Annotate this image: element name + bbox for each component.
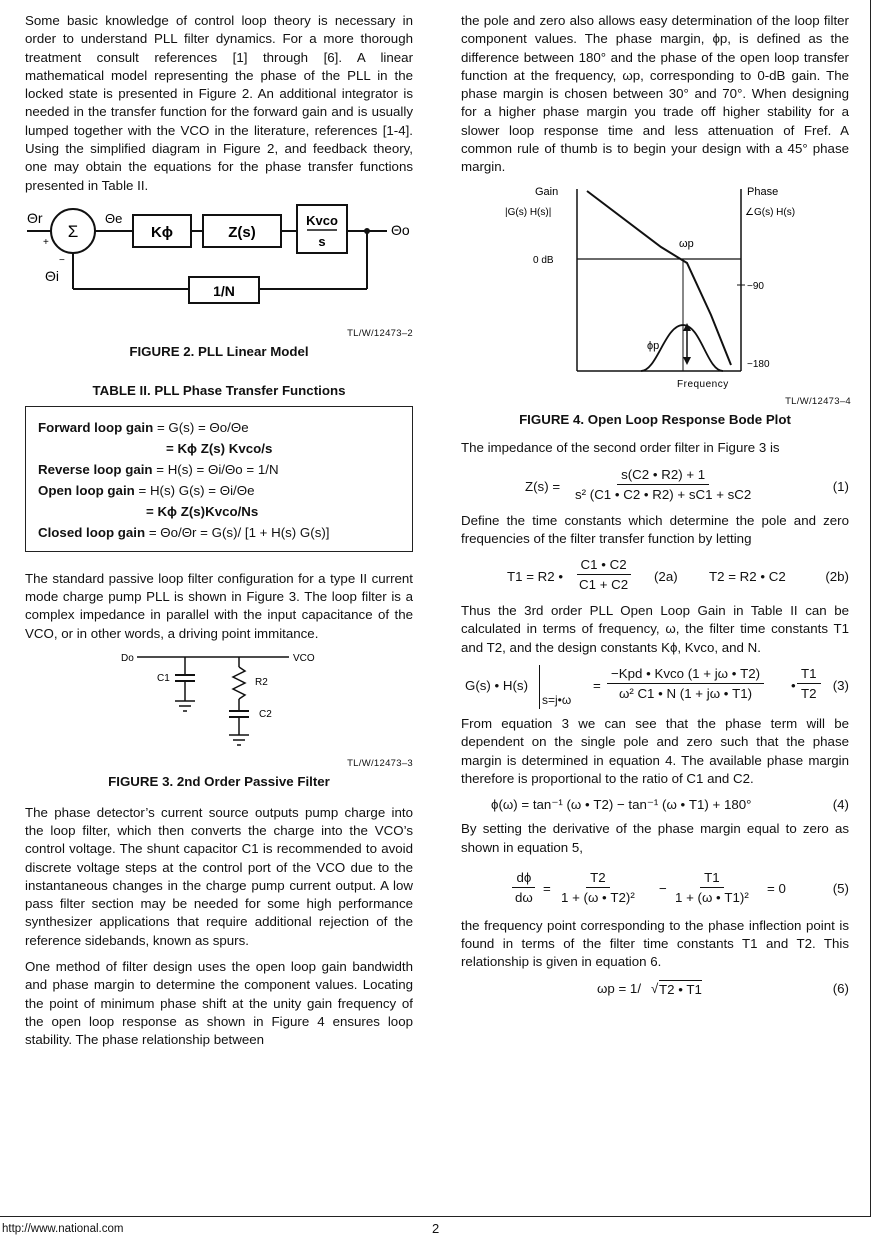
transfer-functions-table — [25, 406, 413, 552]
theta-o-label: Θo — [391, 221, 410, 238]
table-row: = Kϕ Z(s) Kvco/s — [166, 440, 273, 456]
inflection-paragraph: the frequency point corresponding to the phase inflection point is found in terms of the filter time constants T1 and T2. This relationship is given in equation 6. — [461, 917, 849, 970]
equation-3: G(s) • H(s) s=j•ω = −Kpd • Kvco (1 + jω • T2) ω² C1 • N (1 + jω • T1) • $\frac{T1}{T2}$ (3) — [465, 666, 849, 708]
zs-block: Z(s) — [228, 223, 256, 241]
derivative-paragraph: By setting the derivative of the phase margin equal to zero as shown in equation 5, — [461, 821, 849, 855]
equation-1: Z(s) = $\frac{s(C2 • R2) + 1}{\text{s² (C1 • C2 • R2) + sC1 + sC2}}$ (1) — [525, 466, 849, 502]
phase-margin-paragraph: the pole and zero also allows easy determination of the loop filter component values. The phase margin, ϕp, is defined as the difference between 180° and the phase of the open loop transfer function at the frequency, ωp, corresponding to 0-dB gain. The phase margin is chosen between 30° and 70°. When designing for a higher phase margin you trade off higher stability for a slower loop response time and less attenuation of Fref. A common rule of thumb is to begin your design with a 45° phase margin. — [461, 13, 849, 175]
angle-label: ∠G(s) H(s) — [745, 206, 796, 218]
do-label: Do — [121, 653, 134, 665]
figure-2-diagram — [25, 203, 413, 323]
table-row: Open loop gain = H(s) G(s) = Θi/Θe — [38, 482, 255, 498]
figure-3-diagram — [25, 651, 413, 755]
figure-4-caption: FIGURE 4. Open Loop Response Bode Plot — [519, 411, 791, 427]
figure-4-code: TL/W/12473–4 — [785, 395, 851, 407]
gain-label: Gain — [535, 185, 559, 198]
equation-5: $\frac{d\phi}{d\omega}$ = $\frac{T2}{\text{1 + (ω • T2)²}}$ − $\frac{T1}{\text{1 + (ω • T1)²}}$ = 0 (5) — [461, 865, 849, 911]
footer-url: http://www.national.com — [2, 1223, 124, 1235]
equation-2: T1 = R2 • $\frac{C1 • C2}{C1 + C2}$ (2a) T2 = R2 • C2 (2b) — [507, 557, 849, 593]
equation-6: ωp = 1/ √ T2 • T1 (6) — [461, 980, 849, 1004]
theta-r-label: Θr — [27, 209, 43, 226]
zero-db-label: 0 dB — [533, 254, 554, 266]
kvco-s: s — [318, 233, 326, 249]
omega-p-label: ωp — [679, 237, 694, 250]
phase-detector-paragraph: The phase detector’s current source outputs pump charge into the loop filter, which then converts the charge into the VCO’s control voltage. The shunt capacitor C1 is recommended to avoid discrete voltage steps at the control port of the VCO due to the instantaneous changes in the charge pump current output. A low pass filter section may be needed for some high performance synthesizer applications that require additional rejection of the reference sidebands, known as spurs. — [25, 804, 413, 948]
figure-4-bode-plot — [461, 185, 849, 393]
left-column — [25, 12, 413, 1058]
table-row: Closed loop gain = Θo/Θr = G(s)/ [1 + H(s) G(s)] — [38, 524, 330, 540]
kphi-block: Kϕ — [150, 223, 174, 241]
minus-sign: − — [59, 254, 65, 266]
divider-block: 1/N — [213, 282, 235, 299]
table-2-title: TABLE II. PLL Phase Transfer Functions — [92, 382, 346, 398]
magnitude-label: |G(s) H(s)| — [505, 206, 552, 218]
table-row: Forward loop gain = G(s) = Θo/Θe — [38, 419, 249, 435]
vco-label: VCO — [293, 653, 315, 665]
phi-p-label: ϕp — [647, 339, 660, 352]
intro-paragraph: Some basic knowledge of control loop theory is necessary in order to understand PLL filter dynamics. For a more thorough treatment consult references [1] through [6]. A linear mathematical model representing the phase of the PLL in the locked state is presented in Figure 2. An additional integrator is needed in the transfer function for the forward gain and is usually lumped together with the VCO in the literature, references [1-4]. Using the simplified diagram in Figure 2, and feedback theory, one may obtain the equations for the phase transfer functions presented in Table II. — [25, 13, 413, 193]
figure-3-caption: FIGURE 3. 2nd Order Passive Filter — [108, 774, 330, 790]
sum-symbol: Σ — [67, 221, 79, 241]
kvco-block: Kvco — [306, 212, 338, 228]
minus-90-label: −90 — [747, 280, 764, 292]
phase-label: Phase — [747, 185, 779, 198]
r2-label: R2 — [255, 677, 268, 689]
time-constants-paragraph: Define the time constants which determine the pole and zero frequencies of the filter transfer function by letting — [461, 512, 849, 546]
table-row: = Kϕ Z(s)Kvco/Ns — [146, 503, 259, 519]
theta-i-label: Θi — [45, 267, 59, 284]
figure-3-code: TL/W/12473–3 — [347, 758, 413, 770]
open-loop-paragraph: Thus the 3rd order PLL Open Loop Gain in Table II can be calculated in terms of frequency, ω, the filter time constants T1 and T2, and the design constants Kϕ, Kvco, and N. — [461, 603, 849, 655]
c2-label: C2 — [259, 709, 272, 721]
figure-2-caption: FIGURE 2. PLL Linear Model — [129, 344, 309, 360]
page-number: 2 — [432, 1221, 440, 1236]
impedance-paragraph: The impedance of the second order filter in Figure 3 is — [461, 440, 780, 456]
c1-label: C1 — [157, 673, 170, 685]
frequency-label: Frequency — [677, 378, 729, 390]
theta-e-label: Θe — [105, 210, 123, 226]
filter-design-paragraph: One method of filter design uses the open loop gain bandwidth and phase margin to determine the component values. Locating the point of minimum phase shift at the unity gain frequency of the open loop response as shown in Figure 4 ensures loop stability. The phase relationship between — [25, 959, 413, 1048]
figure-2-code: TL/W/12473–2 — [347, 327, 413, 339]
table-row: Reverse loop gain = H(s) = Θi/Θo = 1/N — [38, 461, 279, 477]
minus-180-label: −180 — [747, 358, 770, 370]
right-column — [461, 12, 849, 1004]
plus-sign: + — [43, 236, 49, 248]
equation-4: ϕ(ω) = tan⁻¹ (ω • T2) − tan⁻¹ (ω • T1) + 180° (4) — [491, 797, 849, 813]
passive-filter-paragraph: The standard passive loop filter configuration for a type II current mode charge pump PLL is shown in Figure 3. The loop filter is a complex impedance in parallel with the input capacitance of the VCO, or in other words, a driving point immitance. — [25, 570, 413, 641]
phase-term-paragraph: From equation 3 we can see that the phase term will be dependent on the single pole and zero such that the phase margin is determined in equation 4. The available phase margin therefore is proportional to the ratio of C1 and C2. — [461, 716, 849, 786]
